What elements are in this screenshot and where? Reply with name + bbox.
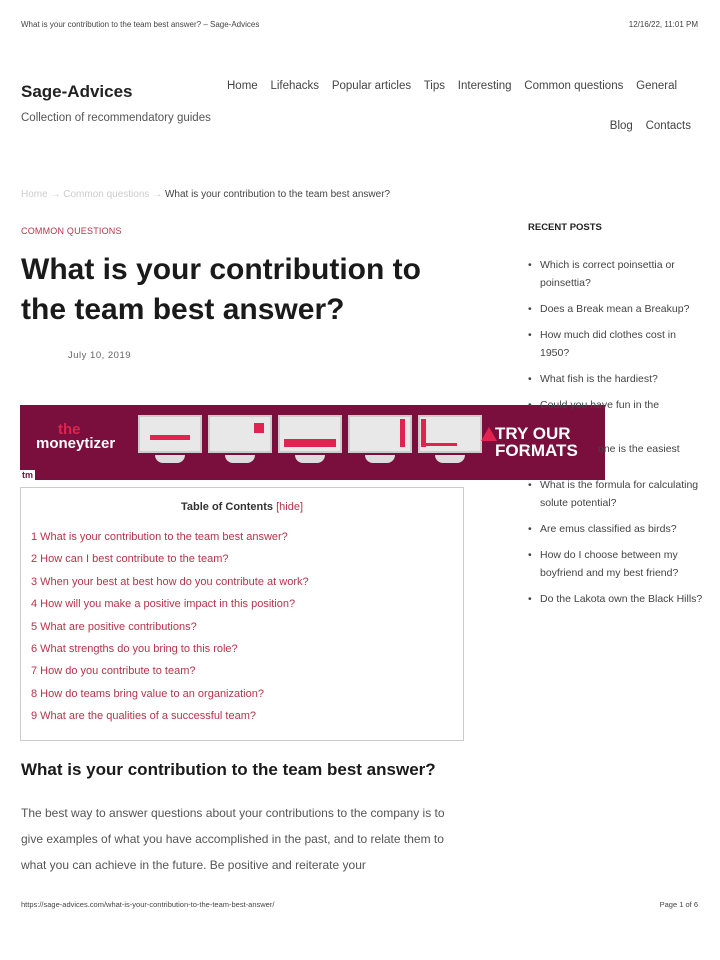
nav-blog[interactable]: Blog [609,120,633,132]
ad-monitor-icon [278,415,342,463]
recent-post-link[interactable]: • Which is correct poinsettia or poinsettia? [528,256,708,292]
ad-logo: the moneytizer [36,421,116,452]
nav-popular-articles[interactable]: Popular articles [331,80,412,92]
breadcrumb-separator: → [152,189,163,200]
ad-cta[interactable]: TRY OUR FORMATS [495,425,578,459]
advertisement-banner[interactable] [20,405,605,480]
article-paragraph: The best way to answer questions about your contributions to the company is to give examples of what you have accomplished in the past, and to relate them to what you can achieve in the future. Be positive and reiterate your [21,806,445,872]
toc-title: Table of Contents [180,501,274,513]
main-nav [227,80,677,92]
print-page-number: Page 1 of 6 [659,900,698,909]
recent-post-link[interactable]: • How do I choose between my boyfriend and my best friend? [528,546,708,582]
nav-tips[interactable]: Tips [423,80,445,92]
section-heading: What is your contribution to the team best answer? [21,760,436,779]
toc-header [21,501,463,513]
article-category[interactable]: COMMON QUESTIONS [21,226,122,236]
recent-post-link[interactable]: • Are emus classified as birds? [528,520,708,538]
nav-lifehacks[interactable]: Lifehacks [270,80,320,92]
ad-monitor-icon [348,415,412,463]
toc-item[interactable]: 3 When your best at best how do you contribute at work? [31,575,309,588]
site-tagline: Collection of recommendatory guides [21,112,211,124]
recent-post-link[interactable]: • What fish is the hardiest? [528,370,708,388]
toc-item[interactable]: 5 What are positive contributions? [31,620,197,633]
toc-hide-toggle[interactable]: [hide] [276,501,304,513]
toc-item[interactable]: 2 How can I best contribute to the team? [31,553,229,566]
ad-monitor-icon [138,415,202,463]
breadcrumb-separator: → [50,189,61,200]
main-nav-row2 [610,120,691,132]
recent-posts-list [528,256,708,616]
ad-monitor-icon [208,415,272,463]
recent-post-link[interactable]: • How much did clothes cost in 1950? [528,326,708,362]
recent-post-link[interactable]: • Could you have fun in the [528,396,708,432]
print-url: https://sage-advices.com/what-is-your-contribution-to-the-team-best-answer/ [21,900,275,909]
recent-posts-heading: RECENT POSTS [528,222,602,233]
recent-post-link[interactable]: • one is the easiest [528,440,708,458]
toc-item[interactable]: 4 How will you make a positive impact in this position? [31,598,296,611]
print-datetime: 12/16/22, 11:01 PM [628,20,698,29]
print-page-title: What is your contribution to the team best answer? – Sage-Advices [21,20,260,29]
toc-item[interactable]: 9 What are the qualities of a successful team? [31,710,257,723]
toc-item[interactable]: 1 What is your contribution to the team best answer? [31,531,288,543]
recent-post-link[interactable]: • Do the Lakota own the Black Hills? [528,590,708,608]
breadcrumb-home[interactable]: Home [21,189,48,200]
triangle-icon [481,427,497,441]
recent-post-link[interactable]: • What is the formula for calculating solute potential? [528,476,708,512]
breadcrumb-category[interactable]: Common questions [63,189,150,200]
nav-general[interactable]: General [636,80,678,92]
article-title: What is your contribution to the team best answer? [21,253,421,326]
nav-home[interactable]: Home [227,80,258,92]
article-date: July 10, 2019 [68,350,132,361]
nav-common-questions[interactable]: Common questions [524,80,624,92]
toc-item[interactable]: 7 How do you contribute to team? [31,665,196,678]
breadcrumb [21,189,390,200]
table-of-contents [20,487,464,741]
breadcrumb-current: What is your contribution to the team best answer? [164,189,391,200]
nav-contacts[interactable]: Contacts [645,120,691,132]
recent-post-link[interactable]: • Does a Break mean a Breakup? [528,300,708,318]
ad-monitor-icon [418,415,482,463]
nav-interesting[interactable]: Interesting [457,80,512,92]
toc-item[interactable]: 6 What strengths do you bring to this role? [31,642,238,655]
toc-item[interactable]: 8 How do teams bring value to an organization? [31,687,264,700]
site-logo[interactable]: Sage-Advices [21,82,133,101]
ad-badge: tm [22,470,33,480]
